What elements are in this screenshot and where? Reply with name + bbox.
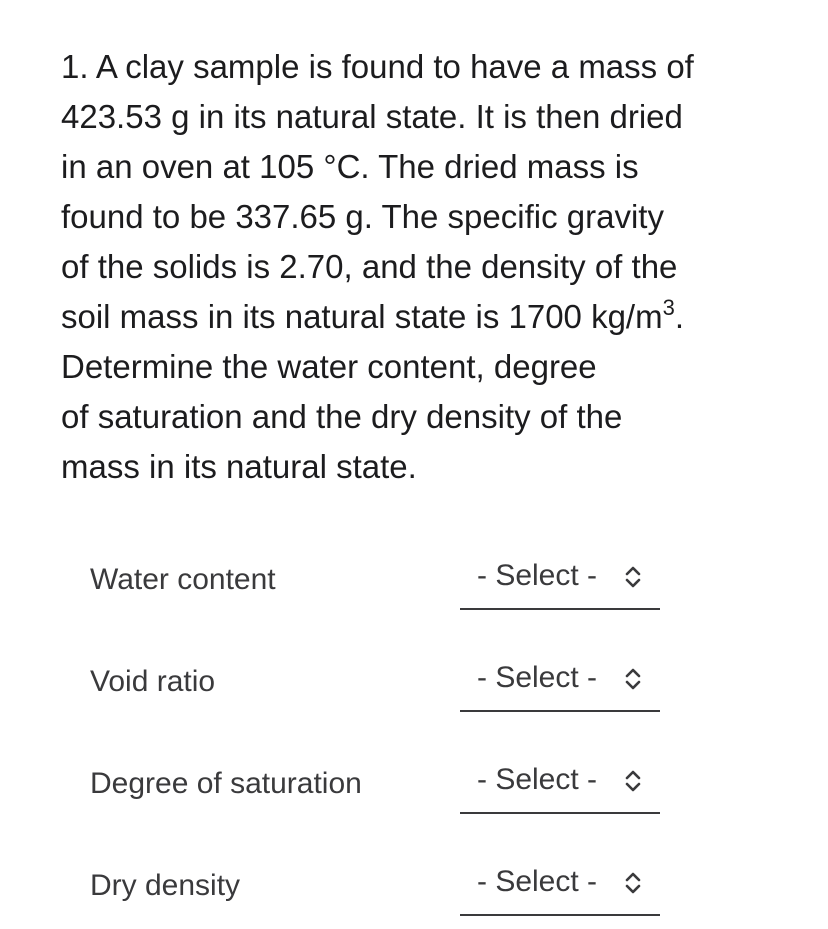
question-line: Determine the water content, degree bbox=[61, 348, 597, 385]
question-line-text: soil mass in its natural state is 1700 kg/m bbox=[61, 298, 663, 335]
question-line: of saturation and the dry density of the bbox=[61, 398, 623, 435]
dry-density-label: Dry density bbox=[90, 869, 241, 902]
answer-row-void-ratio bbox=[0, 662, 828, 722]
question-line-with-unit bbox=[61, 292, 781, 342]
void-ratio-select[interactable] bbox=[460, 658, 660, 712]
dry-density-select[interactable] bbox=[460, 862, 660, 916]
up-down-chevron-icon bbox=[623, 666, 643, 692]
void-ratio-select-value: - Select - bbox=[477, 661, 598, 694]
dry-density-select-value: - Select - bbox=[477, 865, 598, 898]
question-line: 423.53 g in its natural state. It is then dried bbox=[61, 98, 683, 135]
water-content-select-value: - Select - bbox=[477, 559, 598, 592]
up-down-chevron-icon bbox=[623, 564, 643, 590]
degree-of-saturation-label: Degree of saturation bbox=[90, 767, 362, 800]
question-line: of the solids is 2.70, and the density of the bbox=[61, 248, 678, 285]
up-down-chevron-icon bbox=[623, 768, 643, 794]
water-content-select[interactable] bbox=[460, 556, 660, 610]
degree-of-saturation-select-value: - Select - bbox=[477, 763, 598, 796]
question-line: found to be 337.65 g. The specific gravity bbox=[61, 198, 664, 235]
up-down-chevron-icon bbox=[623, 870, 643, 896]
void-ratio-label: Void ratio bbox=[90, 665, 216, 698]
question-line: 1. A clay sample is found to have a mass of bbox=[61, 48, 694, 85]
answer-row-water-content bbox=[0, 560, 828, 620]
question-line: mass in its natural state. bbox=[61, 448, 417, 485]
question-text bbox=[61, 42, 781, 492]
answer-row-dry-density bbox=[0, 866, 828, 926]
answer-row-degree-of-saturation bbox=[0, 764, 828, 824]
question-line: in an oven at 105 °C. The dried mass is bbox=[61, 148, 639, 185]
water-content-label: Water content bbox=[90, 563, 276, 596]
unit-superscript: 3 bbox=[662, 295, 675, 320]
sentence-period: . bbox=[674, 298, 685, 335]
degree-of-saturation-select[interactable] bbox=[460, 760, 660, 814]
